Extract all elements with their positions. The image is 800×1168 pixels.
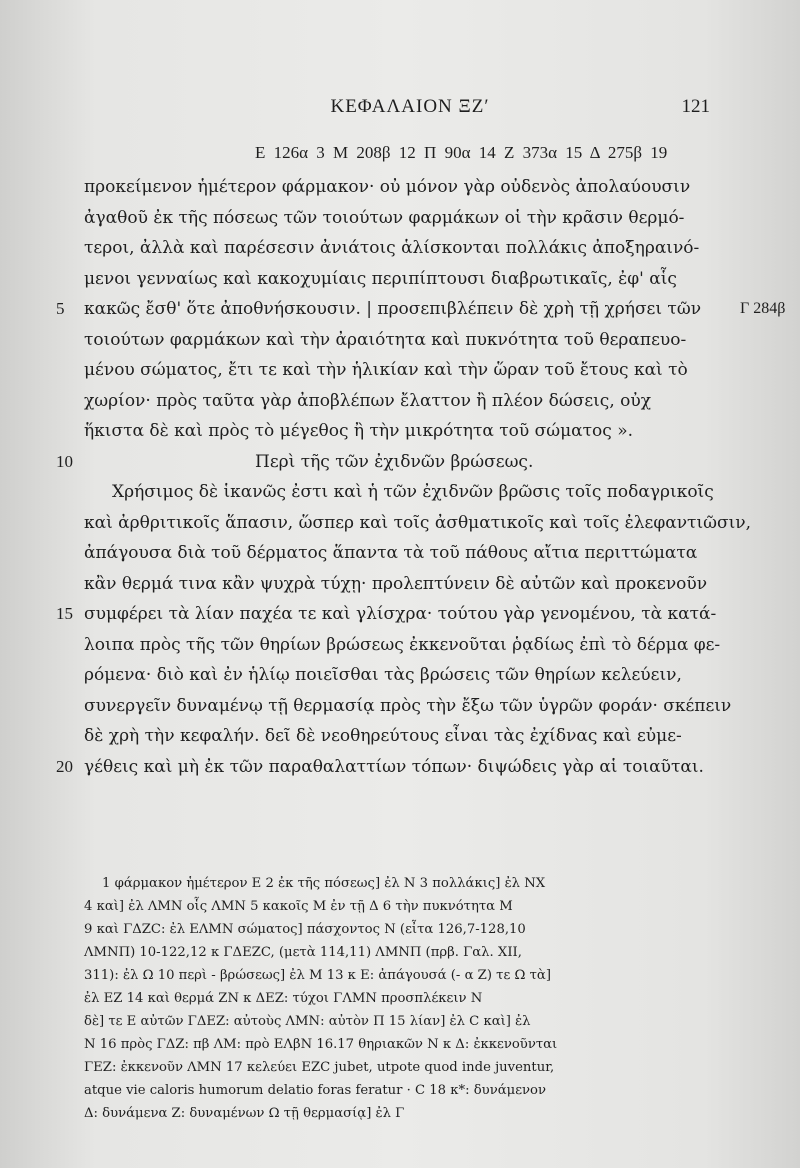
- text-line: [0, 355, 724, 386]
- critical-apparatus: [84, 872, 724, 1125]
- text-line: [0, 203, 724, 234]
- line-text: Περὶ τῆς τῶν ἐχιδνῶν βρώσεως.: [255, 451, 534, 472]
- text-line: [0, 691, 732, 722]
- text-line: [0, 599, 724, 630]
- line-text: τοιούτων φαρμάκων καὶ τὴν ἀραιότητα καὶ πυκνότητα τοῦ θεραπευο-: [84, 329, 687, 350]
- text-line: [0, 325, 724, 356]
- line-text: Χρήσιμος δὲ ἱκανῶς ἐστι καὶ ἡ τῶν ἐχιδνῶν βρῶσις τοῖς ποδαγρικοῖς: [112, 482, 714, 502]
- line-text: κἂν θερμά τινα κἂν ψυχρὰ τύχῃ· προλεπτύνειν δὲ αὐτῶν καὶ προκενοῦν: [84, 573, 708, 594]
- margin-reference: Γ 284β: [740, 300, 786, 317]
- line-text: τεροι, ἀλλὰ καὶ παρέσεσιν ἀνιάτοις ἁλίσκονται πολλάκις ἀποξηραινό-: [84, 238, 700, 258]
- apparatus-line: ΓΕΖ: ἐκκενοῦν ΛΜΝ 17 κελεύει EZC jubet, utpote quod inde juventur,: [84, 1060, 555, 1075]
- apparatus-line: Ν 16 πρὸς ΓΔΖ: πβ ΛΜ: πρὸ ΕΛβΝ 16.17 θηριακῶν Ν κ Δ: ἐκκενοῦνται: [84, 1037, 558, 1052]
- text-line: [0, 508, 751, 539]
- page-number: 121: [681, 96, 710, 117]
- text-line: [0, 721, 724, 752]
- line-text: μενοι γενναίως καὶ κακοχυμίαις περιπίπτουσι διαβρωτικαῖς, ἐφ' αἷς: [84, 268, 677, 289]
- text-line: [0, 416, 724, 447]
- main-text: [0, 172, 800, 782]
- line-number: 20: [56, 756, 73, 776]
- line-text: λοιπα πρὸς τῆς τῶν θηρίων βρώσεως ἐκκενοῦται ῥᾳδίως ἐπὶ τὸ δέρμα φε-: [84, 634, 721, 655]
- apparatus-line: 311): ἐλ Ω 10 περὶ - βρώσεως] ἐλ Μ 13 κ Ε: ἀπάγουσά (- α Ζ) τε Ω τὰ]: [84, 968, 551, 983]
- apparatus-line: 4 καὶ] ἐλ ΛΜΝ οἷς ΛΜΝ 5 κακοῖς Μ ἐν τῇ Δ 6 τὴν πυκνότητα Μ: [84, 899, 513, 914]
- apparatus-line: atque vie caloris humorum delatio foras feratur · C 18 κ*: δυνάμενον: [84, 1083, 546, 1098]
- text-line: [0, 233, 724, 264]
- line-text: προκείμενον ἡμέτερον φάρμακον· οὐ μόνον γὰρ οὐδενὸς ἀπολαύουσιν: [84, 177, 691, 197]
- line-text: κακῶς ἔσθ' ὅτε ἀποθνήσκουσιν. | προσεπιβλέπειν δὲ χρὴ τῇ χρήσει τῶν: [84, 299, 702, 319]
- line-number: 15: [56, 604, 73, 623]
- text-line: [0, 264, 724, 295]
- apparatus-line: δὲ] τε Ε αὐτῶν ΓΔΕΖ: αὐτοὺς ΛΜΝ: αὐτὸν Π 15 λίαν] ἐλ C καὶ] ἐλ: [84, 1014, 531, 1029]
- line-text: ἀπάγουσα διὰ τοῦ δέρματος ἅπαντα τὰ τοῦ πάθους αἴτια περιττώματα: [84, 543, 698, 563]
- text-line: [0, 294, 786, 325]
- text-line: [0, 630, 724, 661]
- text-line: [0, 660, 724, 691]
- manuscript-sigla-line: Ε 126α 3 Μ 208β 12 Π 90α 14 Ζ 373α 15 Δ 275β 19: [255, 143, 668, 162]
- line-text: συνεργεῖν δυναμένῳ τῇ θερμασίᾳ πρὸς τὴν ἔξω τῶν ὑγρῶν φοράν· σκέπειν: [84, 695, 732, 716]
- apparatus-line: 9 καὶ ΓΔΖC: ἐλ ΕΛΜΝ σώματος] πάσχοντος Ν (εἶτα 126,7-128,10: [84, 922, 526, 937]
- apparatus-line: Δ: δυνάμενα Ζ: δυναμένων Ω τῇ θερμασίᾳ] ἐλ Γ: [84, 1106, 405, 1121]
- line-text: συμφέρει τὰ λίαν παχέα τε καὶ γλίσχρα· τούτου γὰρ γενομένου, τὰ κατά-: [84, 604, 717, 624]
- text-line: [0, 172, 724, 203]
- apparatus-line: ἐλ ΕΖ 14 καὶ θερμά ΖΝ κ ΔΕΖ: τύχοι ΓΛΜΝ προσπλέκειν Ν: [84, 991, 483, 1006]
- running-head: ΚΕΦΑΛΑΙΟΝ ΞΖʹ: [330, 96, 490, 117]
- text-line: [0, 752, 724, 783]
- apparatus-line: ΛΜΝΠ) 10-122,12 κ ΓΔΕΖC, (μετὰ 114,11) ΛΜΝΠ (πρβ. Γαλ. XII,: [84, 945, 522, 960]
- line-text: καὶ ἀρθριτικοῖς ἅπασιν, ὥσπερ καὶ τοῖς ἀσθματικοῖς καὶ τοῖς ἐλεφαντιῶσιν,: [84, 512, 751, 533]
- text-line: [0, 569, 724, 600]
- line-text: μένου σώματος, ἔτι τε καὶ τὴν ἡλικίαν καὶ τὴν ὥραν τοῦ ἔτους καὶ τὸ: [84, 360, 688, 380]
- apparatus-line: 1 φάρμακον ἡμέτερον Ε 2 ἐκ τῆς πόσεως] ἐλ Ν 3 πολλάκις] ἐλ ΝΧ: [102, 876, 546, 891]
- text-line: [0, 538, 724, 569]
- text-line: [0, 386, 724, 417]
- line-text: ρόμενα· διὸ καὶ ἐν ἡλίῳ ποιεῖσθαι τὰς βρώσεις τῶν θηρίων κελεύειν,: [84, 665, 682, 685]
- line-number: 10: [56, 451, 73, 471]
- line-text: ἥκιστα δὲ καὶ πρὸς τὸ μέγεθος ἢ τὴν μικρότητα τοῦ σώματος ».: [84, 421, 633, 441]
- line-text: δὲ χρὴ τὴν κεφαλήν. δεῖ δὲ νεοθηρεύτους εἶναι τὰς ἐχίδνας καὶ εὐμε-: [84, 726, 682, 746]
- line-text: χωρίον· πρὸς ταῦτα γὰρ ἀποβλέπων ἔλαττον ἢ πλέον δώσεις, οὐχ: [84, 390, 651, 411]
- line-number: 5: [56, 299, 65, 318]
- text-line: [0, 477, 752, 508]
- line-text: γέθεις καὶ μὴ ἐκ τῶν παραθαλαττίων τόπων· διψώδεις γὰρ αἱ τοιαῦται.: [84, 756, 704, 777]
- section-heading: [0, 447, 800, 478]
- page-header: [110, 96, 710, 128]
- line-text: ἀγαθοῦ ἐκ τῆς πόσεως τῶν τοιούτων φαρμάκων οἱ τὴν κρᾶσιν θερμό-: [84, 207, 685, 228]
